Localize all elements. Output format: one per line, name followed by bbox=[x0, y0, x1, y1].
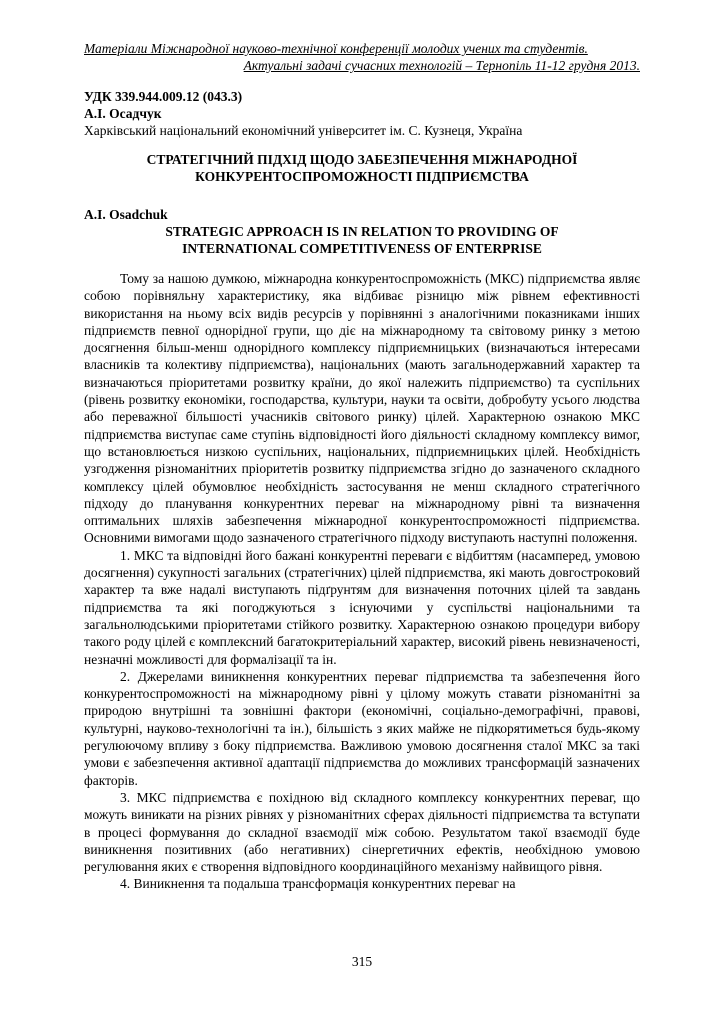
title-ua-line-2: КОНКУРЕНТОСПРОМОЖНОСТІ ПІДПРИЄМСТВА bbox=[195, 169, 529, 184]
author-name-en: A.I. Osadchuk bbox=[84, 207, 168, 222]
title-ua-line-1: СТРАТЕГІЧНИЙ ПІДХІД ЩОДО ЗАБЕЗПЕЧЕННЯ МІЖНАРОДНОЇ bbox=[146, 152, 578, 167]
header-line-1: Матеріали Міжнародної науково-технічної конференції молодих учених та студентів. bbox=[84, 41, 588, 56]
udc-code: УДК 339.944.009.12 (043.3) bbox=[84, 89, 243, 104]
running-header bbox=[84, 40, 640, 74]
body-paragraph: 4. Виникнення та подальша трансформація конкурентних переваг на bbox=[120, 876, 516, 892]
title-en-line-1: STRATEGIC APPROACH IS IN RELATION TO PROVIDING OF bbox=[165, 224, 559, 239]
body-paragraph: 1. МКС та відповідні його бажані конкурентні переваги є відбиттям (насамперед, умовою досягнення) сукупності загальних (стратегічних) цілей підприємства, які мають довгостроковий характер та вже надалі виступають підґрунтям для визначення поточних цілей та завдань підприємства та які погоджуються з існуючими у суспільстві національними та загальнолюдськими пріоритетами стійкого розвитку. Характерною ознакою процедури вибору такого роду цілей є комплексний багатокритеріальний характер, високий рівень невизначеності, незначні можливості для формалізації та ін. bbox=[84, 547, 640, 667]
body-paragraph: 2. Джерелами виникнення конкурентних переваг підприємства та забезпечення його конкурентоспроможності на міжнародному рівні у цілому можуть ставати різноманітні за природою внутрішні та зовнішні фактори (економічні, соціально-демографічні, правові, культурні, науково-технологічні та ін.), більшість з яких майже не підкорятиметься будь-якому регулюючому впливу з боку підприємства. Важливою умовою досягнення сталої МКС за такі умови є забезпечення активної адаптації підприємства до можливих трансформацій зазначених факторів. bbox=[84, 668, 640, 788]
page-number: 315 bbox=[351, 954, 373, 969]
body-paragraph: Тому за нашою думкою, міжнародна конкурентоспроможність (МКС) підприємства являє собою порівняльну характеристику, яка відбиває різницю між рівнем ефективності використання на ньому всіх видів ресурсів у порівнянні з аналогічними показниками інших підприємств певної однорідної групи, що діє на міжнародному та світовому ринку з метою досягнення більш-менш однорідного комплексу підприємницьких (визначаються інтересами власників та колективу підприємства), національних (мають загальнодержавний характер та визначаються пріоритетами розвитку країни, до якої належить підприємство) та суспільних (рівень розвитку економіки, господарства, культури, науки та освіти, добробуту усього людства або переважної більшості учасників світового ринку) цілей. Характерною ознакою МКС підприємства виступає саме ступінь відповідності його діяльності складному комплексу вимог, що встановлюється низкою суспільних, національних, підприємницьких цілей. Необхідність узгодження різноманітних пріоритетів розвитку підприємства згідно до зазначеного складного комплексу цілей обумовлює необхідність застосування не менш складного стратегічного підходу до планування конкурентних переваг на міжнародному рівні та визначення оптимальних шляхів забезпечення міжнародної конкурентоспроможності підприємства. Основними вимогами щодо зазначеного стратегічного підходу виступають наступні положення. bbox=[84, 271, 640, 546]
author-name-ua: А.І. Осадчук bbox=[84, 106, 162, 121]
article-title-ua bbox=[84, 151, 640, 185]
article-meta bbox=[84, 88, 640, 139]
affiliation: Харківський національний економічний університет ім. С. Кузнеця, Україна bbox=[84, 123, 523, 138]
header-line-2: Актуальні задачі сучасних технологій – Тернопіль 11-12 грудня 2013. bbox=[243, 58, 640, 73]
title-en-line-2: INTERNATIONAL COMPETITIVENESS OF ENTERPRISE bbox=[182, 241, 542, 256]
article-title-en bbox=[84, 223, 640, 257]
article-body bbox=[84, 270, 640, 893]
body-paragraph: 3. МКС підприємства є похідною від складного комплексу конкурентних переваг, що можуть виникати на різних рівнях у різноманітних сферах діяльності підприємства та вступати в процесі формування до складної взаємодії між собою. Результатом такої взаємодії буде виникнення позитивних (або негативних) сінергетичних ефектів, необхідною умовою регулювання яких є створення відповідного координаційного механізму найвищого рівня. bbox=[84, 789, 640, 875]
